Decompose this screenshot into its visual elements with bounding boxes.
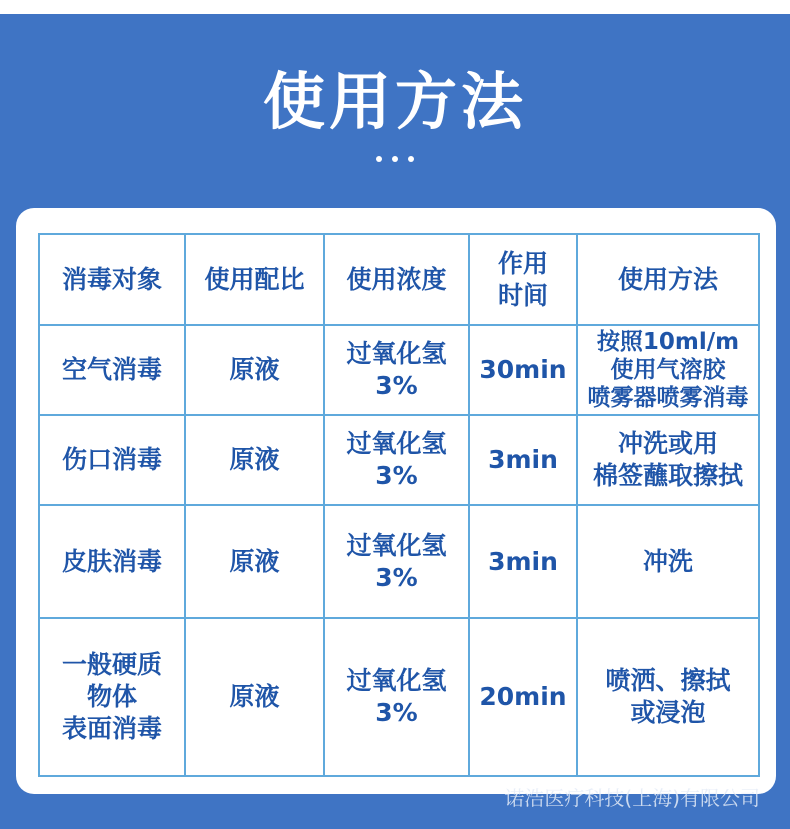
cell-time: 30min: [469, 325, 577, 415]
cell-target: 伤口消毒: [39, 415, 185, 505]
cell-time: 3min: [469, 505, 577, 618]
cell-method: 按照10ml/m 使用气溶胶 喷雾器喷雾消毒: [577, 325, 759, 415]
company-footer: 诺浩医疗科技(上海)有限公司: [504, 786, 760, 810]
usage-table: [38, 233, 760, 777]
table-row: [39, 505, 759, 618]
page-title: 使用方法: [262, 65, 527, 138]
cell-target: 空气消毒: [39, 325, 185, 415]
cell-concentration: 过氧化氢 3%: [324, 415, 469, 505]
header-cell-concentration: 使用浓度: [324, 234, 469, 325]
cell-method: 冲洗: [577, 505, 759, 618]
cell-time: 20min: [469, 618, 577, 776]
dot-icon: [376, 156, 382, 162]
table-row: [39, 415, 759, 505]
header-cell-target: 消毒对象: [39, 234, 185, 325]
cell-target: 皮肤消毒: [39, 505, 185, 618]
header-cell-time: 作用 时间: [469, 234, 577, 325]
cell-method: 喷洒、擦拭 或浸泡: [577, 618, 759, 776]
decorative-dots: [0, 150, 790, 166]
table-row: [39, 618, 759, 776]
cell-ratio: 原液: [185, 415, 324, 505]
cell-concentration: 过氧化氢 3%: [324, 618, 469, 776]
header-cell-ratio: 使用配比: [185, 234, 324, 325]
cell-ratio: 原液: [185, 325, 324, 415]
cell-method: 冲洗或用 棉签蘸取擦拭: [577, 415, 759, 505]
cell-concentration: 过氧化氢 3%: [324, 325, 469, 415]
table-row: [39, 325, 759, 415]
dot-icon: [408, 156, 414, 162]
cell-target: 一般硬质 物体 表面消毒: [39, 618, 185, 776]
cell-ratio: 原液: [185, 618, 324, 776]
cell-ratio: 原液: [185, 505, 324, 618]
header-cell-method: 使用方法: [577, 234, 759, 325]
cell-time: 3min: [469, 415, 577, 505]
table-header-row: [39, 234, 759, 325]
dot-icon: [392, 156, 398, 162]
cell-concentration: 过氧化氢 3%: [324, 505, 469, 618]
